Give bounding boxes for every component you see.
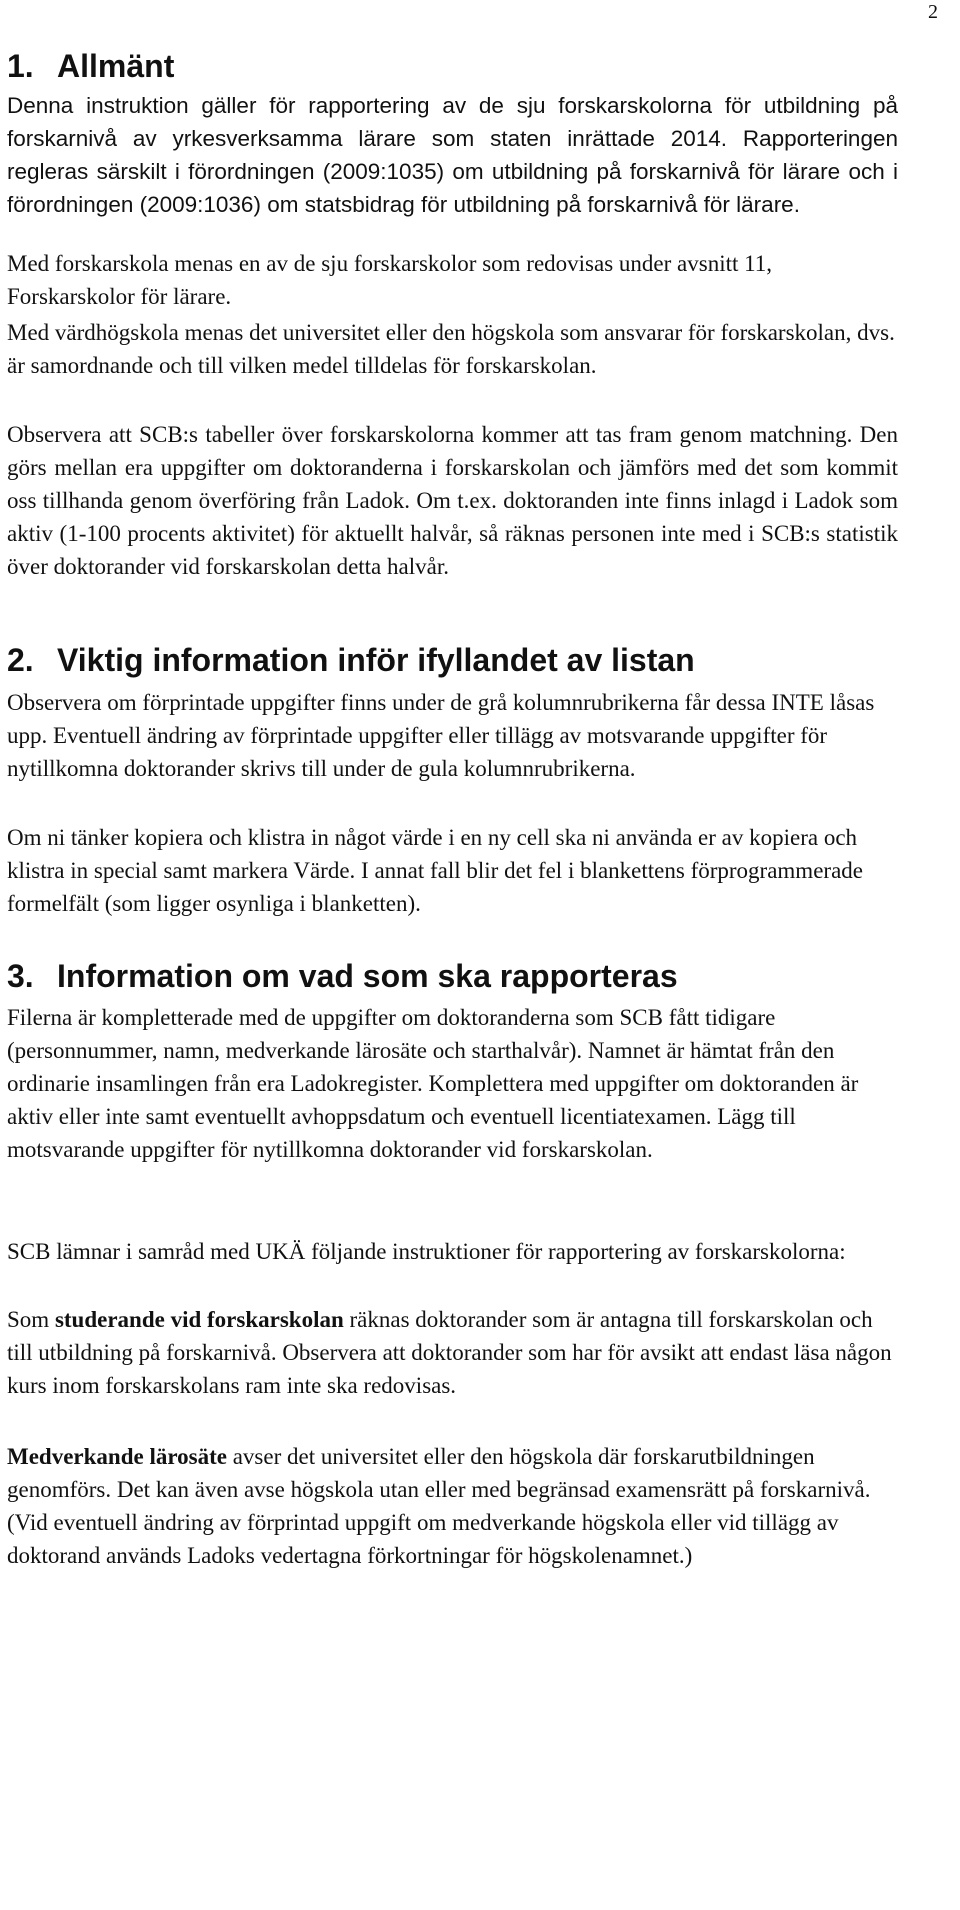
section-title: Information om vad som ska rapporteras xyxy=(57,958,678,994)
paragraph: Med värdhögskola menas det universitet eller den högskola som ansvarar för forskarskolan, dvs. är samordnande och till vilken medel tilldelas för forskarskolan. xyxy=(7,320,895,378)
section-heading xyxy=(7,46,898,86)
paragraph: Om ni tänker kopiera och klistra in något värde i en ny cell ska ni använda er av kopiera och klistra in special samt markera Värde. I annat fall blir det fel i blankettens förprogrammerade formelfält (som ligger osynliga i blanketten). xyxy=(7,825,863,916)
section-number: 2. xyxy=(7,642,34,678)
paragraph: Med forskarskola menas en av de sju forskarskolor som redovisas under avsnitt 11, Forskarskolor för lärare. xyxy=(7,251,773,309)
definition-text: räknas doktorander som är antagna till forskarskolan och till utbildning på forskarnivå. Observera att doktorander som har för avsikt att endast läsa någon kurs inom forskarskolans ram inte ska redovisas. xyxy=(7,1307,892,1398)
paragraph: SCB lämnar i samråd med UKÄ följande instruktioner för rapportering av forskarskolorna: xyxy=(7,1239,846,1264)
definition-text: avser det universitet eller den högskola där forskarutbildningen genomförs. Det kan även avse högskola utan eller med begränsad examensrätt på forskarnivå. (Vid eventuell ändring av förprintad uppgift om medverkande högskola eller vid tillägg av doktorand används Ladoks vedertagna förkortningar för högskolenamnet.) xyxy=(7,1444,871,1568)
section-heading xyxy=(7,956,898,996)
definition-paragraph xyxy=(7,1440,898,1572)
page-number: 2 xyxy=(928,1,938,23)
section-title: Viktig information inför ifyllandet av listan xyxy=(57,642,695,678)
definition-term: studerande vid forskarskolan xyxy=(54,1307,344,1332)
paragraph: Filerna är kompletterade med de uppgifter om doktoranderna som SCB fått tidigare (personnummer, namn, medverkande lärosäte och starthalvår). Namnet är hämtat från den ordinarie insamlingen från era Ladokregister. Komplettera med uppgifter om doktoranden är aktiv eller inte samt eventuellt avhoppsdatum och eventuell licentiatexamen. Lägg till motsvarande uppgifter för nytillkomna doktorander vid forskarskolan. xyxy=(7,1005,859,1162)
definition-lead: Som xyxy=(7,1307,55,1332)
paragraph: Observera att SCB:s tabeller över forskarskolorna kommer att tas fram genom matchning. Den görs mellan era uppgifter om doktoranderna i forskarskolan och jämförs med det som kommit oss tillhanda genom överföring från Ladok. Om t.ex. doktoranden inte finns inlagd i Ladok som aktiv (1-100 procents aktivitet) för aktuellt halvår, så räknas personen inte med i SCB:s statistik över doktorander vid forskarskolan detta halvår. xyxy=(7,422,898,579)
section-number: 3. xyxy=(7,958,34,994)
section-number: 1. xyxy=(7,48,34,84)
section-heading xyxy=(7,640,898,680)
section-title: Allmänt xyxy=(57,48,175,84)
paragraph: Observera om förprintade uppgifter finns under de grå kolumnrubrikerna får dessa INTE låsas upp. Eventuell ändring av förprintade uppgifter eller tillägg av motsvarande uppgifter för nytillkomna doktorander skrivs till under de gula kolumnrubrikerna. xyxy=(7,690,875,781)
definition-paragraph xyxy=(7,1303,898,1402)
section-allmant xyxy=(7,46,898,86)
paragraph: Denna instruktion gäller för rapportering av de sju forskarskolorna för utbildning på forskarnivå av yrkesverksamma lärare som staten inrättade 2014. Rapporteringen regleras särskilt i förordningen (2009:1035) om utbildning på forskarnivå för lärare och i förordningen (2009:1036) om statsbidrag för utbildning på forskarnivå för lärare. xyxy=(7,93,898,217)
definition-term: Medverkande lärosäte xyxy=(7,1444,227,1469)
